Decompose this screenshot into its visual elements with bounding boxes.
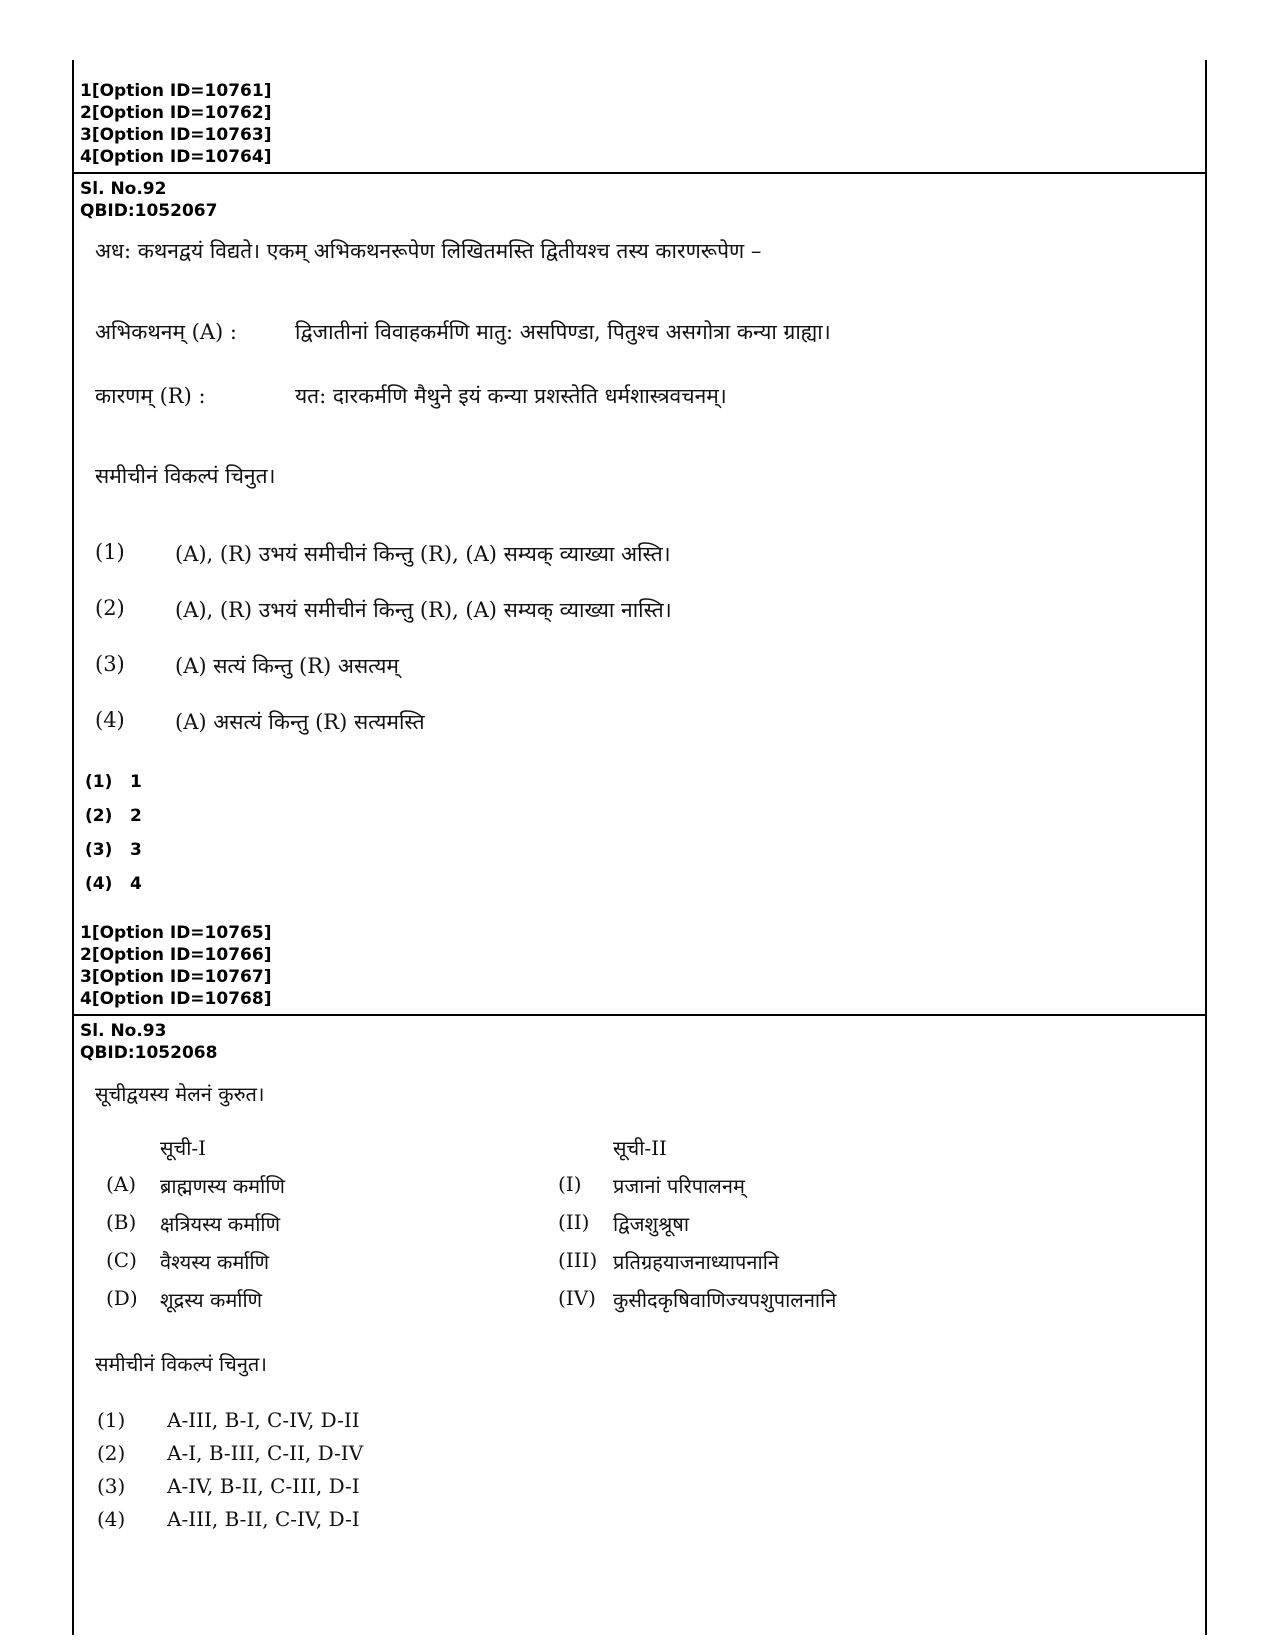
q92-intro: अध: कथनद्वयं विद्यते। एकम् अभिकथनरूपेण लिखितमस्ति द्वितीयश्च तस्य कारणरूपेण – xyxy=(95,239,762,263)
list2-item: द्विजशुश्रूषा xyxy=(613,1212,690,1236)
q92-header xyxy=(80,178,217,222)
serial-number: Sl. No.93 xyxy=(80,1021,167,1041)
list2-item: प्रतिग्रहयाजनाध्यापनानि xyxy=(613,1250,779,1274)
choice-number: (3) xyxy=(97,1474,126,1498)
q92-option-ids xyxy=(80,922,271,1010)
divider xyxy=(72,172,1207,174)
answer-value: 1 xyxy=(130,772,142,792)
q93-instruction: समीचीनं विकल्पं चिनुत। xyxy=(95,1352,267,1376)
answer-number: (3) xyxy=(85,840,113,860)
list2-key: (IV) xyxy=(558,1286,596,1310)
serial-number: Sl. No.92 xyxy=(80,179,167,199)
option-id: 3[Option ID=10767] xyxy=(80,967,272,987)
assertion-text: द्विजातीनां विवाहकर्मणि मातु: असपिण्डा, पितुश्च असगोत्रा कन्या ग्राह्या। xyxy=(295,320,831,344)
option-id: 1[Option ID=10765] xyxy=(80,923,272,943)
choice-text: A-IV, B-II, C-III, D-I xyxy=(167,1474,360,1498)
answer-value: 3 xyxy=(130,840,142,860)
list1-key: (A) xyxy=(106,1172,137,1196)
choice-text: A-III, B-II, C-IV, D-I xyxy=(167,1507,360,1531)
list1-item: शूद्रस्य कर्माणि xyxy=(160,1288,263,1312)
qbid: QBID:1052068 xyxy=(80,1043,218,1063)
option-id: 3[Option ID=10763] xyxy=(80,125,272,145)
q92-instruction: समीचीनं विकल्पं चिनुत। xyxy=(95,464,276,488)
reason-text: यत: दारकर्मणि मैथुने इयं कन्या प्रशस्तेति धर्मशास्त्रवचनम्। xyxy=(295,384,727,408)
list1-key: (D) xyxy=(106,1286,138,1310)
choice-text: (A) असत्यं किन्तु (R) सत्यमस्ति xyxy=(175,710,425,734)
q93-header xyxy=(80,1020,217,1064)
choice-text: (A) सत्यं किन्तु (R) असत्यम् xyxy=(175,654,399,678)
answer-value: 4 xyxy=(130,874,142,894)
answer-value: 2 xyxy=(130,806,142,826)
list1-title: सूची-I xyxy=(160,1136,207,1160)
choice-number: (1) xyxy=(97,1408,126,1432)
choice-number: (1) xyxy=(95,540,125,564)
page-border-right xyxy=(1205,60,1207,1635)
choice-number: (3) xyxy=(95,652,125,676)
choice-text: (A), (R) उभयं समीचीनं किन्तु (R), (A) सम्यक् व्याख्या अस्ति। xyxy=(175,542,671,566)
reason-label: कारणम् (R) : xyxy=(95,384,206,408)
list1-item: वैश्यस्य कर्माणि xyxy=(160,1250,270,1274)
divider xyxy=(72,1014,1207,1016)
qbid: QBID:1052067 xyxy=(80,201,218,221)
list2-key: (III) xyxy=(558,1248,598,1272)
answer-number: (4) xyxy=(85,874,113,894)
choice-number: (2) xyxy=(95,596,125,620)
q93-intro: सूचीद्वयस्य मेलनं कुरुत। xyxy=(95,1082,265,1106)
assertion-label: अभिकथनम् (A) : xyxy=(95,320,237,344)
choice-text: A-I, B-III, C-II, D-IV xyxy=(167,1441,364,1465)
list2-title: सूची-II xyxy=(613,1136,667,1160)
list2-item: प्रजानां परिपालनम् xyxy=(613,1174,745,1198)
list1-key: (C) xyxy=(106,1248,137,1272)
list2-key: (II) xyxy=(558,1210,590,1234)
choice-number: (4) xyxy=(95,708,125,732)
list1-item: क्षत्रियस्य कर्माणि xyxy=(160,1212,281,1236)
prev-option-ids xyxy=(80,80,271,168)
option-id: 2[Option ID=10762] xyxy=(80,103,272,123)
option-id: 2[Option ID=10766] xyxy=(80,945,272,965)
choice-number: (2) xyxy=(97,1441,126,1465)
choice-text: (A), (R) उभयं समीचीनं किन्तु (R), (A) सम्यक् व्याख्या नास्ति। xyxy=(175,598,672,622)
choice-number: (4) xyxy=(97,1507,126,1531)
option-id: 1[Option ID=10761] xyxy=(80,81,272,101)
answer-number: (2) xyxy=(85,806,113,826)
page-border-left xyxy=(72,60,74,1635)
answer-number: (1) xyxy=(85,772,113,792)
list1-item: ब्राह्मणस्य कर्माणि xyxy=(160,1174,285,1198)
option-id: 4[Option ID=10768] xyxy=(80,989,272,1009)
list1-key: (B) xyxy=(106,1210,137,1234)
list2-key: (I) xyxy=(558,1172,582,1196)
list2-item: कुसीदकृषिवाणिज्यपशुपालनानि xyxy=(613,1288,837,1312)
choice-text: A-III, B-I, C-IV, D-II xyxy=(167,1408,360,1432)
option-id: 4[Option ID=10764] xyxy=(80,147,272,167)
